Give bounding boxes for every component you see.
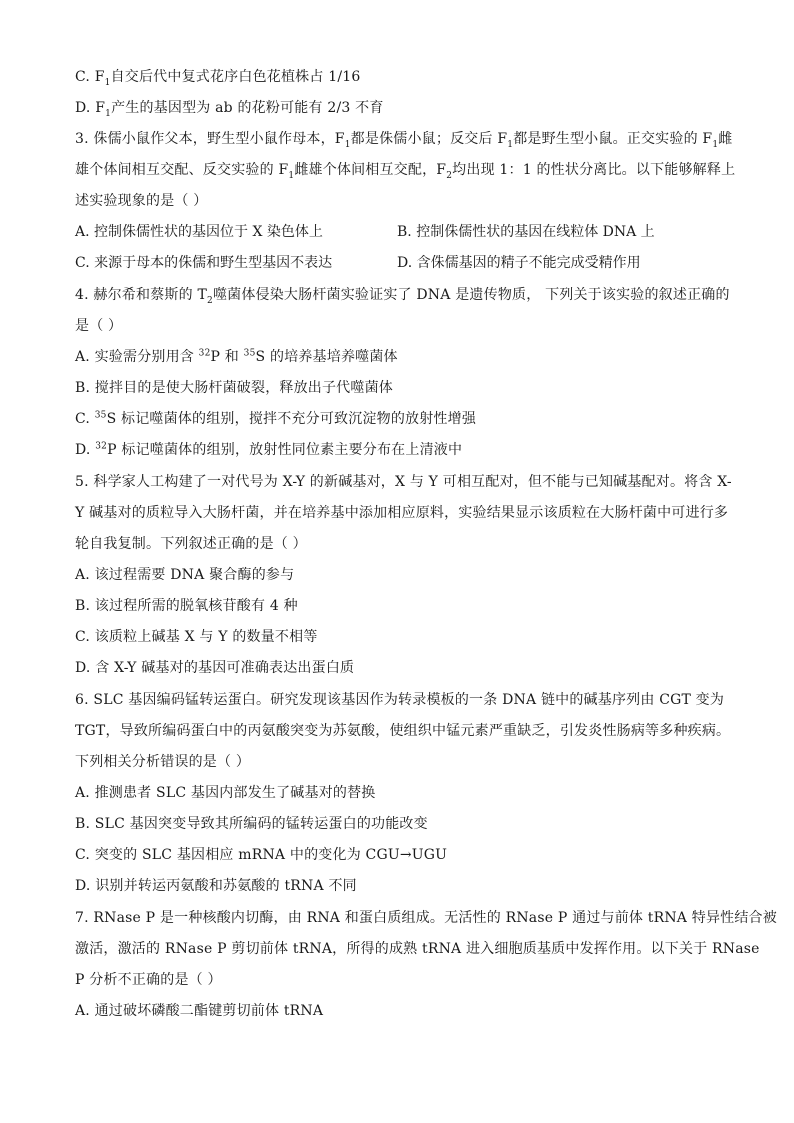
q7-option-a: A. 通过破坏磷酸二酯键剪切前体 tRNA bbox=[75, 1003, 324, 1019]
q3-options-row1 bbox=[75, 223, 655, 241]
q2-option-c: C. $F_1$自交后代中复式花序白色花植株占 1/16 bbox=[75, 69, 361, 88]
q5-stem-line3: 轮自我复制。下列叙述正确的是（ ） bbox=[75, 536, 307, 552]
q4-stem-line1: 4. 赫尔希和蔡斯的 $T_2$噬菌体侵染大肠杆菌实验证实了 DNA 是遗传物质， 下列关于该实验的叙述正确的 bbox=[75, 287, 730, 306]
q3-option-c: C. 来源于母本的侏儒和野生型基因不表达 bbox=[75, 255, 333, 271]
q4-option-d: D. $^{32}$P 标记噬菌体的组别，放射性同位素主要分布在上清液中 bbox=[75, 441, 463, 458]
q5-stem-line2: Y 碱基对的质粒导入大肠杆菌，并在培养基中添加相应原料，实验结果显示该质粒在大肠杆菌中可进行多 bbox=[75, 505, 729, 521]
q5-option-d: D. 含 X-Y 碱基对的基因可准确表达出蛋白质 bbox=[75, 660, 355, 676]
q5-stem-line1: 5. 科学家人工构建了一对代号为 X-Y 的新碱基对，X 与 Y 可相互配对，但不能与已知碱基配对。将含 X- bbox=[75, 474, 732, 490]
q7-stem-line2: 激活，激活的 RNase P 剪切前体 tRNA，所得的成熟 tRNA 进入细胞质基质中发挥作用。以下关于 RNase bbox=[75, 941, 760, 957]
q6-option-a: A. 推测患者 SLC 基因内部发生了碱基对的替换 bbox=[75, 785, 376, 801]
q3-stem-line2: 雄个体间相互交配、反交实验的 $F_1$雌雄个体间相互交配，$F_2$均出现 1：1 的性状分离比。以下能够解释上 bbox=[75, 162, 736, 181]
q3-option-b: B. 控制侏儒性状的基因在线粒体 DNA 上 bbox=[397, 224, 655, 240]
q6-stem-line1: 6. SLC 基因编码锰转运蛋白。研究发现该基因作为转录模板的一条 DNA 链中的碱基序列由 CGT 变为 bbox=[75, 692, 725, 708]
q3-stem-line1: 3. 侏儒小鼠作父本，野生型小鼠作母本，$F_1$都是侏儒小鼠；反交后 $F_1$都是野生型小鼠。正交实验的 $F_1$雌 bbox=[75, 131, 733, 150]
q4-option-c: C. $^{35}$S 标记噬菌体的组别，搅拌不充分可致沉淀物的放射性增强 bbox=[75, 410, 477, 427]
q3-stem-line3: 述实验现象的是（ ） bbox=[75, 193, 208, 209]
q2-option-d: D. $F_1$产生的基因型为 ab 的花粉可能有 2/3 不育 bbox=[75, 100, 384, 119]
q3-option-a: A. 控制侏儒性状的基因位于 X 染色体上 bbox=[75, 224, 323, 240]
q6-option-b: B. SLC 基因突变导致其所编码的锰转运蛋白的功能改变 bbox=[75, 816, 428, 832]
q6-stem-line2: TGT，导致所编码蛋白中的丙氨酸突变为苏氨酸，使组织中锰元素严重缺乏，引发炎性肠病等多种疾病。 bbox=[75, 723, 731, 739]
q6-option-d: D. 识别并转运丙氨酸和苏氨酸的 tRNA 不同 bbox=[75, 878, 357, 894]
q5-option-b: B. 该过程所需的脱氧核苷酸有 4 种 bbox=[75, 598, 298, 614]
q7-stem-line1: 7. RNase P 是一种核酸内切酶，由 RNA 和蛋白质组成。无活性的 RNase P 通过与前体 tRNA 特异性结合被 bbox=[75, 910, 777, 926]
q5-option-c: C. 该质粒上碱基 X 与 Y 的数量不相等 bbox=[75, 629, 318, 645]
q4-option-a: A. 实验需分别用含 $^{32}$P 和 $^{35}$S 的培养基培养噬菌体 bbox=[75, 348, 398, 365]
q6-option-c: C. 突变的 SLC 基因相应 mRNA 中的变化为 CGU→UGU bbox=[75, 847, 448, 863]
q3-option-d: D. 含侏儒基因的精子不能完成受精作用 bbox=[397, 255, 641, 271]
q3-options-row2 bbox=[75, 254, 641, 272]
q5-option-a: A. 该过程需要 DNA 聚合酶的参与 bbox=[75, 567, 295, 583]
q7-stem-line3: P 分析不正确的是（ ） bbox=[75, 972, 222, 988]
q6-stem-line3: 下列相关分析错误的是（ ） bbox=[75, 754, 251, 770]
q4-stem-line2: 是（ ） bbox=[75, 318, 123, 334]
q4-option-b: B. 搅拌目的是使大肠杆菌破裂，释放出子代噬菌体 bbox=[75, 380, 393, 396]
